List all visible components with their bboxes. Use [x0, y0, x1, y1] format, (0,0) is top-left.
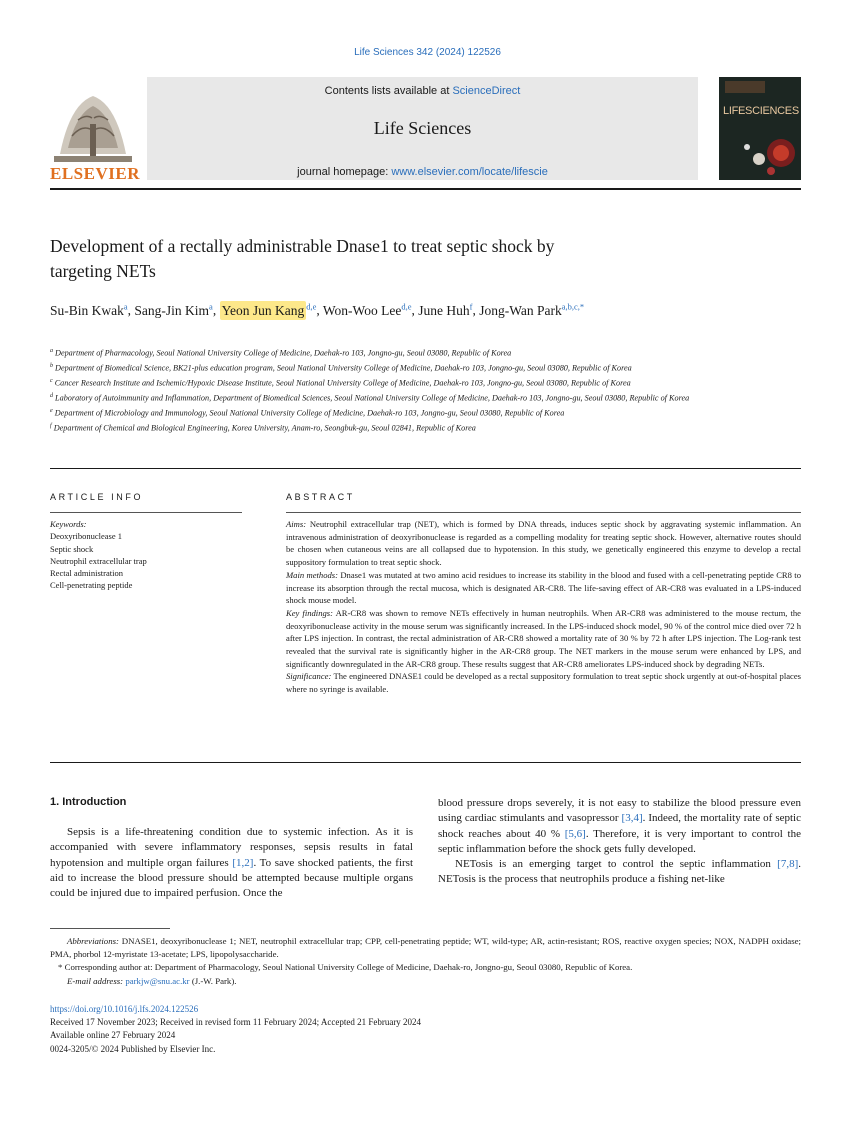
- body-right-column: [438, 796, 801, 888]
- copyright: 0024-3205/© 2024 Published by Elsevier Inc.: [50, 1043, 216, 1054]
- abstract-bottom-rule: [50, 762, 801, 763]
- affiliation-item: $^d$ Laboratory of Autoimmunity and Inflammation, Department of Biomedical Sciences, Seoul National University College of Medicine, Daehak-ro 103, Jongno-gu, Seoul 03080, Republic of Korea: [50, 392, 690, 403]
- doi-link[interactable]: https://doi.org/10.1016/j.lfs.2024.122526: [50, 1004, 199, 1014]
- body-paragraph: NETosis is an emerging target to control the septic inflammation [7,8]. NETosis is the process that neutrophils produce a fishing net-like: [438, 858, 801, 886]
- journal-cover-thumbnail[interactable]: [719, 77, 801, 180]
- cover-art-icon: [719, 127, 801, 180]
- homepage-prefix: journal homepage:: [297, 166, 392, 178]
- received-dates: Received 17 November 2023; Received in revised form 11 February 2024; Accepted 21 February 2024: [50, 1017, 422, 1028]
- abstract-paragraph: Aims: Neutrophil extracellular trap (NET), which is formed by DNA threads, induces septic shock by aggravating systemic inflammation. An intravenous administration of deoxyribonuclease is regarded as a compelling modality for treating septic shock. However, alternative routes should be chosen when cutaneous veins are all collapsed due to hypotension. In this study, we genetically engineered this enzyme to develop a rectal suppository formulation to treat septic shock.: [286, 519, 801, 568]
- citation-link[interactable]: [7,8]: [777, 858, 799, 871]
- citation-link[interactable]: [3,4]: [621, 812, 643, 825]
- affiliation-item: $^e$ Department of Microbiology and Immunology, Seoul National University College of Medicine, Daehak-ro 103, Jongno-gu, Seoul 03080, Republic of Korea: [50, 407, 565, 418]
- section-heading-introduction: 1. Introduction: [50, 796, 127, 808]
- email-link[interactable]: parkjw@snu.ac.kr: [125, 975, 190, 986]
- author-corresponding[interactable]: Jong-Wan Park$^{a,b,c,*}$: [479, 301, 585, 318]
- article-meta: [50, 1003, 801, 1056]
- abbreviations-footnote: Abbreviations: DNASE1, deoxyribonuclease 1; NET, neutrophil extracellular trap; CPP, cell-penetrating peptide; WT, wild-type; AR, actin-resistant; ROS, reactive oxygen species; NOX, NADPH oxidase; PMA, phorbol 12-myristate 13-acetate; LPS, lipopolysaccharide.: [50, 936, 801, 960]
- available-online: Available online 27 February 2024: [50, 1030, 176, 1041]
- contents-line: [147, 85, 698, 97]
- abstract-paragraph: Main methods: Dnase1 was mutated at two amino acid residues to increase its stability in the blood and fused with a cell-penetrating peptide CR8 to increase its absorption through the rectal mucosa, which is designated AR-CR8. The life-saving effect of AR-CR8 was evaluated in a LPS-induced shock mouse model.: [286, 569, 801, 606]
- citation-link[interactable]: [1,2]: [232, 856, 254, 869]
- affiliation-item: $^c$ Cancer Research Institute and Ischemic/Hypoxic Disease Institute, Seoul National University College of Medicine, Daehak-ro 103, Jongno-gu, Seoul 03080, Republic of Korea: [50, 377, 631, 388]
- journal-title: Life Sciences: [373, 118, 472, 138]
- sciencedirect-link[interactable]: ScienceDirect: [452, 85, 521, 97]
- article-title-line-1: Development of a rectally administrable Dnase1 to treat septic shock by: [50, 236, 555, 256]
- article-info-heading: ARTICLE INFO: [50, 492, 144, 502]
- homepage-link[interactable]: www.elsevier.com/locate/lifescie: [391, 166, 548, 178]
- citation-link[interactable]: [5,6]: [564, 827, 586, 840]
- author[interactable]: June Huh$^f$: [418, 301, 473, 318]
- author-highlighted[interactable]: Yeon Jun Kang $^{d,e}$: [221, 301, 317, 318]
- keyword: Rectal administration: [50, 568, 123, 579]
- author[interactable]: Won-Woo Lee$^{d,e}$: [322, 301, 412, 318]
- abstract-paragraph: Key findings: AR-CR8 was shown to remove NETs effectively in human neutrophils. When AR-CR8 was administered to the mouse rectum, the deoxyribonuclease activity in the mouse serum was significantly increased. In the LPS-induced shock model, 90 % of the control mice died over 72 h after LPS injection. In contrast, the rectal administration of AR-CR8 showed a mortality rate of 30 % by 72 h after LPS injection. The Log-rank test revealed that the survival rate is significantly higher in the AR-CR8 group. The NET markers in the mouse serum were enhanced by LPS, and significantly downregulated in the AR-CR8 group. These results suggest that AR-CR8 ameliorates LPS-induced shock by degrading NETs.: [286, 607, 801, 669]
- keywords-label: Keywords:: [50, 519, 87, 529]
- affiliation-item: $^f$ Department of Chemical and Biological Engineering, Korea University, Anam-ro, Seongbuk-gu, Seoul 02841, Republic of Korea: [50, 422, 476, 433]
- body-left-column: [50, 825, 413, 901]
- contents-prefix: Contents lists available at: [324, 85, 453, 97]
- keyword: Neutrophil extracellular trap: [50, 555, 147, 566]
- cover-title: LIFESCIENCES: [723, 105, 799, 117]
- article-title: [50, 234, 730, 284]
- abstract-heading: ABSTRACT: [286, 492, 355, 502]
- abstract-paragraph: Significance: The engineered DNASE1 could be developed as a rectal suppository formulation to treat septic shock urgently at out-of-hospital places where no syringe is available.: [286, 671, 801, 695]
- article-info-rule: [50, 512, 242, 513]
- keywords-block: [50, 518, 245, 592]
- corresponding-footnote: * Corresponding author at: Department of Pharmacology, Seoul National University College of Medicine, Daehak-ro, Jongno-gu, Seoul 03080, Republic of Korea.: [58, 962, 633, 973]
- author[interactable]: Su-Bin Kwak$^a$: [50, 301, 128, 318]
- cover-top-bar: [725, 81, 765, 93]
- footnotes: [50, 935, 801, 988]
- keyword: Deoxyribonuclease 1: [50, 531, 122, 542]
- body-paragraph: Sepsis is a life-threatening condition due to systemic infection. As it is accompanied with severe inflammatory responses, sepsis results in fatal hypotension and multiple organ failures [1,2]. To save shocked patients, the first aid to increase the blood pressure should be attempted because multiple organs could be injured due to impaired perfusion. Once the: [50, 826, 413, 900]
- author[interactable]: Sang-Jin Kim$^a$: [134, 301, 213, 318]
- affiliations: [50, 346, 710, 436]
- footnote-rule: [50, 928, 170, 929]
- body-paragraph: blood pressure drops severely, it is not easy to stabilize the blood pressure even using cardiac stimulants and vasopressor [3,4]. Indeed, the mortality rate of septic shock reaches about 40 % [5,6]. Therefore, it is very important to control the septic inflammation before the shock gets fully developed.: [438, 797, 801, 855]
- author-list: Su-Bin Kwak$^a$, Sang-Jin Kim$^a$, Yeon Jun Kang $^{d,e}$, Won-Woo Lee$^{d,e}$, June Huh$^f$, Jong-Wan Park$^{a,b,c,*}$: [50, 301, 585, 318]
- affiliation-item: $^b$ Department of Biomedical Science, BK21-plus education program, Seoul National University College of Medicine, Daehak-ro 103, Jongno-gu, Seoul 03080, Republic of Korea: [50, 362, 632, 373]
- journal-homepage: [147, 166, 698, 178]
- article-title-line-2: targeting NETs: [50, 261, 156, 281]
- keyword: Septic shock: [50, 543, 94, 554]
- journal-citation[interactable]: Life Sciences 342 (2024) 122526: [354, 47, 501, 58]
- abstract-body: [286, 518, 801, 696]
- email-footnote: E-mail address: parkjw@snu.ac.kr (J.-W. Park).: [67, 975, 237, 986]
- affiliation-item: $^a$ Department of Pharmacology, Seoul National University College of Medicine, Daehak-ro 103, Jongno-gu, Seoul 03080, Republic of Korea: [50, 348, 512, 358]
- affiliations-rule: [50, 468, 801, 469]
- header-rule: [50, 188, 801, 190]
- abstract-rule: [286, 512, 801, 513]
- elsevier-wordmark: ELSEVIER: [50, 164, 140, 183]
- keyword: Cell-penetrating peptide: [50, 580, 133, 591]
